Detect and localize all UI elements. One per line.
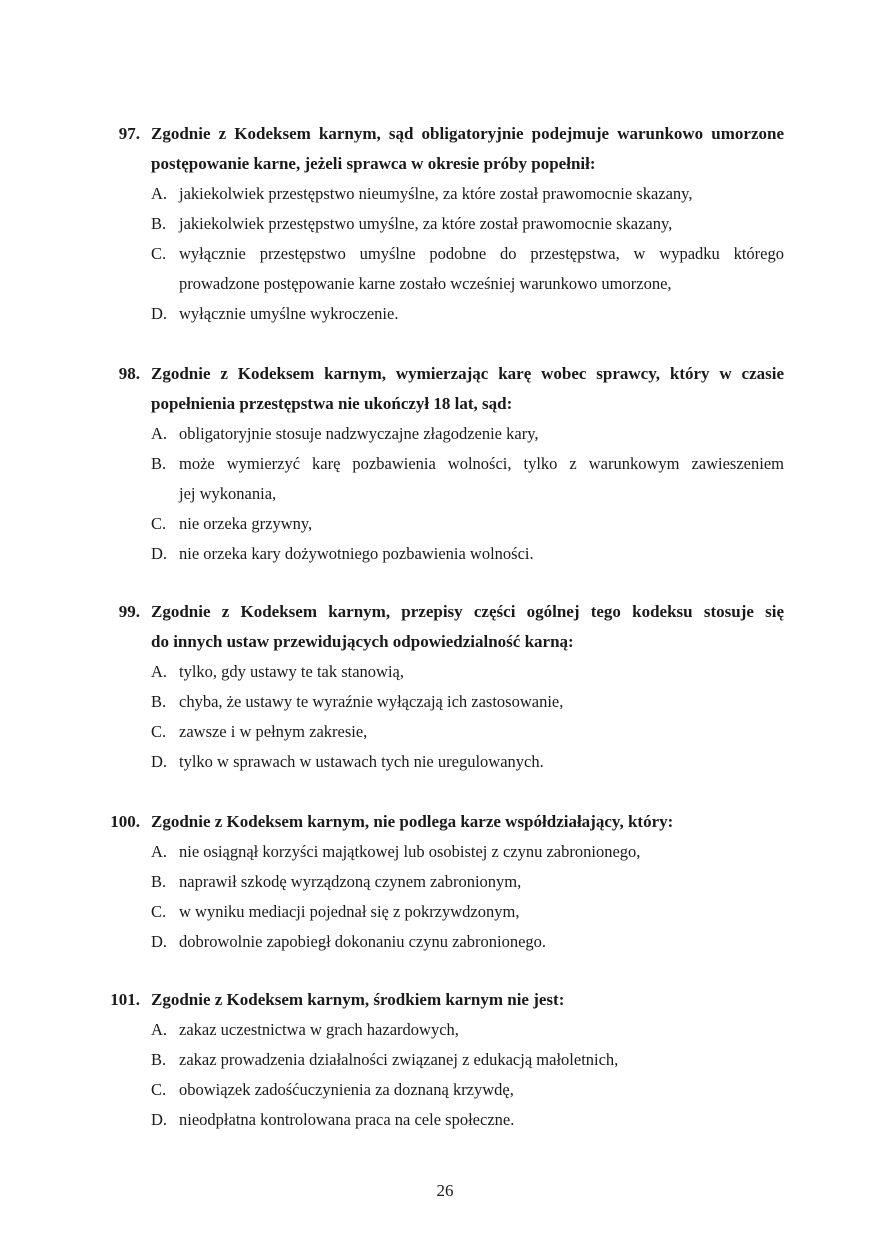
option-letter: C. [151,722,167,741]
question-number: 98. [118,364,140,383]
option-letter: D. [151,544,168,563]
option-b[interactable] [0,867,890,897]
question-text-line: do innych ustaw przewidujących odpowiedzialność karną: [151,632,574,651]
option-a[interactable] [0,1015,890,1045]
option-c[interactable] [0,717,890,747]
question-text-line: Zgodnie z Kodeksem karnym, wymierzając karę wobec sprawcy, który w czasie [151,364,784,383]
question-header [0,985,890,1015]
question-text-line: Zgodnie z Kodeksem karnym, sąd obligatoryjnie podejmuje warunkowo umorzone [151,124,784,143]
question-text-line: postępowanie karne, jeżeli sprawca w okresie próby popełnił: [151,154,596,173]
option-text-continued: prowadzone postępowanie karne zostało wcześniej warunkowo umorzone, [179,274,672,293]
option-a[interactable] [0,419,890,449]
option-letter: D. [151,1110,168,1129]
option-letter: B. [151,872,167,891]
option-letter: D. [151,752,168,771]
option-letter: D. [151,932,168,951]
option-d[interactable] [0,539,890,569]
question-number: 100. [110,812,140,831]
option-a[interactable] [0,837,890,867]
option-text: może wymierzyć karę pozbawienia wolności, tylko z warunkowym zawieszeniem [179,454,784,473]
option-b[interactable] [0,449,890,479]
question-header-cont [0,627,890,657]
question-text-line: Zgodnie z Kodeksem karnym, nie podlega karze współdziałający, który: [151,812,674,831]
option-letter: A. [151,842,168,861]
question-header [0,597,890,627]
question-100 [0,807,890,957]
option-a[interactable] [0,657,890,687]
option-c[interactable] [0,509,890,539]
option-c[interactable] [0,239,890,269]
option-text: naprawił szkodę wyrządzoną czynem zabronionym, [179,872,522,891]
question-number: 97. [118,124,140,143]
option-letter: C. [151,1080,167,1099]
option-b[interactable] [0,209,890,239]
option-letter: C. [151,244,167,263]
option-text: chyba, że ustawy te wyraźnie wyłączają ich zastosowanie, [179,692,564,711]
page-number: 26 [436,1181,454,1200]
option-letter: C. [151,514,167,533]
option-letter: B. [151,692,167,711]
option-text: w wyniku mediacji pojednał się z pokrzywdzonym, [179,902,520,921]
option-d[interactable] [0,927,890,957]
option-letter: A. [151,1020,168,1039]
option-c[interactable] [0,1075,890,1105]
option-text: zakaz uczestnictwa w grach hazardowych, [179,1020,459,1039]
option-text: jakiekolwiek przestępstwo umyślne, za które został prawomocnie skazany, [179,214,673,233]
option-text: wyłącznie umyślne wykroczenie. [179,304,399,323]
option-d[interactable] [0,1105,890,1135]
question-header-cont [0,149,890,179]
option-letter: A. [151,662,168,681]
question-number: 99. [118,602,140,621]
question-98 [0,359,890,569]
option-letter: B. [151,454,167,473]
question-header-cont [0,389,890,419]
option-text: obligatoryjnie stosuje nadzwyczajne złagodzenie kary, [179,424,539,443]
option-text: jakiekolwiek przestępstwo nieumyślne, za które został prawomocnie skazany, [179,184,693,203]
option-text: tylko, gdy ustawy te tak stanowią, [179,662,405,681]
question-header [0,807,890,837]
option-text: zawsze i w pełnym zakresie, [179,722,368,741]
option-d[interactable] [0,747,890,777]
question-text-line: Zgodnie z Kodeksem karnym, przepisy części ogólnej tego kodeksu stosuje się [151,602,784,621]
option-text: obowiązek zadośćuczynienia za doznaną krzywdę, [179,1080,514,1099]
option-text: zakaz prowadzenia działalności związanej z edukacją małoletnich, [179,1050,619,1069]
option-a[interactable] [0,179,890,209]
option-text: nieodpłatna kontrolowana praca na cele społeczne. [179,1110,515,1129]
option-letter: B. [151,1050,167,1069]
option-c[interactable] [0,897,890,927]
question-101 [0,985,890,1135]
option-text: tylko w sprawach w ustawach tych nie uregulowanych. [179,752,544,771]
option-letter: B. [151,214,167,233]
option-letter: C. [151,902,167,921]
question-header [0,359,890,389]
option-text: nie orzeka kary dożywotniego pozbawienia wolności. [179,544,534,563]
option-b[interactable] [0,687,890,717]
question-text-line: popełnienia przestępstwa nie ukończył 18 lat, sąd: [151,394,513,413]
option-text: wyłącznie przestępstwo umyślne podobne do przestępstwa, w wypadku którego [179,244,784,263]
question-99 [0,597,890,777]
option-b-continued [0,479,890,509]
option-text-continued: jej wykonania, [179,484,277,503]
option-letter: A. [151,184,168,203]
option-letter: A. [151,424,168,443]
option-text: nie orzeka grzywny, [179,514,313,533]
question-number: 101. [110,990,140,1009]
option-text: dobrowolnie zapobiegł dokonaniu czynu zabronionego. [179,932,547,951]
question-97 [0,119,890,329]
question-header [0,119,890,149]
option-text: nie osiągnął korzyści majątkowej lub osobistej z czynu zabronionego, [179,842,641,861]
option-c-continued [0,269,890,299]
option-d[interactable] [0,299,890,329]
option-letter: D. [151,304,168,323]
option-b[interactable] [0,1045,890,1075]
question-text-line: Zgodnie z Kodeksem karnym, środkiem karnym nie jest: [151,990,565,1009]
